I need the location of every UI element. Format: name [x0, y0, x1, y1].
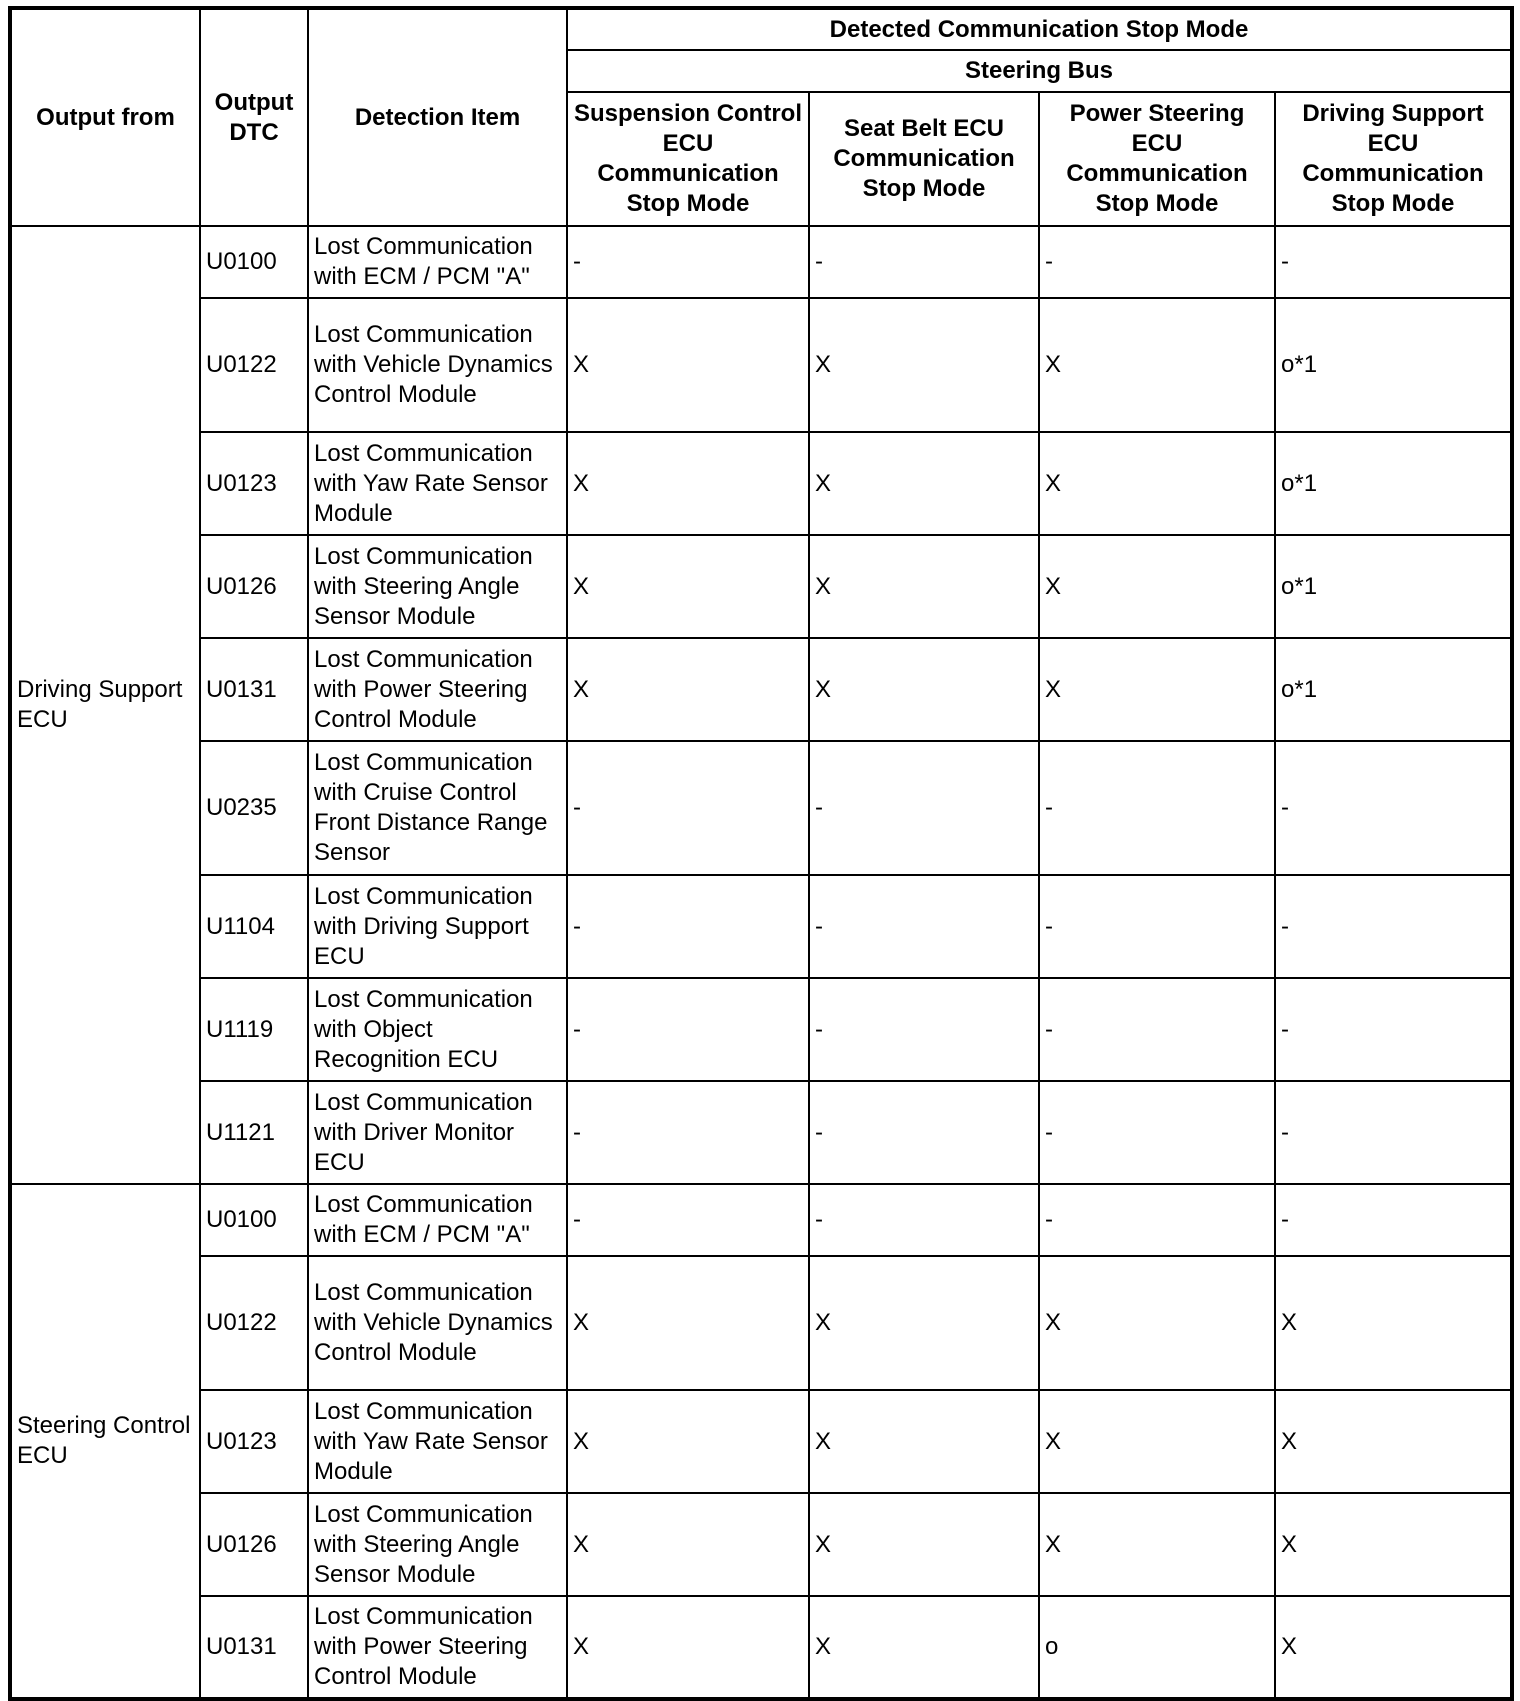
- dtc-code-cell: U1104: [200, 875, 308, 978]
- mode-seat-belt-cell: -: [809, 741, 1039, 875]
- mode-power-steering-cell: X: [1039, 1256, 1275, 1390]
- dtc-code-cell: U0100: [200, 226, 308, 298]
- header-mode-driving-support: Driving Support ECU Communication Stop Mode: [1275, 92, 1512, 226]
- header-steering-bus: Steering Bus: [567, 50, 1512, 92]
- table-header: [10, 8, 1512, 226]
- mode-driving-support-cell: X: [1275, 1390, 1512, 1493]
- dtc-code-cell: U0235: [200, 741, 308, 875]
- mode-power-steering-cell: -: [1039, 875, 1275, 978]
- detection-item-cell: Lost Communication with Power Steering Control Module: [308, 638, 567, 741]
- mode-suspension-cell: X: [567, 298, 809, 432]
- header-mode-power-steering: Power Steering ECU Communication Stop Mode: [1039, 92, 1275, 226]
- mode-suspension-cell: X: [567, 1390, 809, 1493]
- table-row: [10, 978, 1512, 1081]
- detection-item-cell: Lost Communication with Driving Support ECU: [308, 875, 567, 978]
- dtc-code-cell: U0122: [200, 1256, 308, 1390]
- mode-seat-belt-cell: X: [809, 1256, 1039, 1390]
- dtc-code-cell: U1121: [200, 1081, 308, 1184]
- mode-suspension-cell: -: [567, 741, 809, 875]
- table-row: [10, 535, 1512, 638]
- mode-power-steering-cell: -: [1039, 226, 1275, 298]
- header-mode-seat-belt: Seat Belt ECU Communication Stop Mode: [809, 92, 1039, 226]
- dtc-code-cell: U0122: [200, 298, 308, 432]
- mode-seat-belt-cell: X: [809, 298, 1039, 432]
- mode-driving-support-cell: X: [1275, 1256, 1512, 1390]
- detection-item-cell: Lost Communication with Steering Angle Sensor Module: [308, 535, 567, 638]
- dtc-code-cell: U0131: [200, 638, 308, 741]
- mode-driving-support-cell: -: [1275, 1081, 1512, 1184]
- table-row: [10, 226, 1512, 298]
- table-row: [10, 875, 1512, 978]
- output-from-cell: Driving Support ECU: [10, 226, 200, 1184]
- dtc-code-cell: U0126: [200, 535, 308, 638]
- dtc-code-cell: U0100: [200, 1184, 308, 1256]
- mode-suspension-cell: X: [567, 432, 809, 535]
- mode-seat-belt-cell: -: [809, 226, 1039, 298]
- mode-seat-belt-cell: X: [809, 535, 1039, 638]
- table-body: [10, 226, 1512, 1699]
- mode-power-steering-cell: X: [1039, 1493, 1275, 1596]
- mode-suspension-cell: X: [567, 535, 809, 638]
- detection-item-cell: Lost Communication with Object Recognition ECU: [308, 978, 567, 1081]
- dtc-code-cell: U1119: [200, 978, 308, 1081]
- mode-suspension-cell: X: [567, 1256, 809, 1390]
- mode-seat-belt-cell: -: [809, 978, 1039, 1081]
- header-detection-item: Detection Item: [308, 8, 567, 226]
- detection-item-cell: Lost Communication with Cruise Control Front Distance Range Sensor: [308, 741, 567, 875]
- mode-seat-belt-cell: X: [809, 1596, 1039, 1699]
- mode-driving-support-cell: -: [1275, 875, 1512, 978]
- mode-suspension-cell: -: [567, 1081, 809, 1184]
- dtc-code-cell: U0126: [200, 1493, 308, 1596]
- mode-suspension-cell: -: [567, 875, 809, 978]
- mode-power-steering-cell: X: [1039, 1390, 1275, 1493]
- output-from-cell: Steering Control ECU: [10, 1184, 200, 1699]
- dtc-code-cell: U0123: [200, 1390, 308, 1493]
- mode-power-steering-cell: o: [1039, 1596, 1275, 1699]
- mode-driving-support-cell: X: [1275, 1493, 1512, 1596]
- table-row: [10, 432, 1512, 535]
- detection-item-cell: Lost Communication with Vehicle Dynamics Control Module: [308, 298, 567, 432]
- mode-driving-support-cell: X: [1275, 1596, 1512, 1699]
- mode-driving-support-cell: -: [1275, 978, 1512, 1081]
- table-row: [10, 1596, 1512, 1699]
- mode-power-steering-cell: X: [1039, 535, 1275, 638]
- table-row: [10, 1493, 1512, 1596]
- mode-seat-belt-cell: X: [809, 1390, 1039, 1493]
- table-row: [10, 1184, 1512, 1256]
- mode-suspension-cell: -: [567, 226, 809, 298]
- mode-suspension-cell: -: [567, 1184, 809, 1256]
- table-row: [10, 1390, 1512, 1493]
- mode-driving-support-cell: o*1: [1275, 298, 1512, 432]
- mode-power-steering-cell: -: [1039, 1184, 1275, 1256]
- header-output-dtc: Output DTC: [200, 8, 308, 226]
- mode-driving-support-cell: -: [1275, 1184, 1512, 1256]
- mode-driving-support-cell: o*1: [1275, 638, 1512, 741]
- mode-seat-belt-cell: X: [809, 1493, 1039, 1596]
- detection-item-cell: Lost Communication with Driver Monitor ECU: [308, 1081, 567, 1184]
- mode-driving-support-cell: -: [1275, 226, 1512, 298]
- detection-item-cell: Lost Communication with ECM / PCM "A": [308, 226, 567, 298]
- mode-suspension-cell: X: [567, 1596, 809, 1699]
- mode-power-steering-cell: -: [1039, 741, 1275, 875]
- mode-driving-support-cell: o*1: [1275, 535, 1512, 638]
- header-detected-stop-mode: Detected Communication Stop Mode: [567, 8, 1512, 50]
- detection-item-cell: Lost Communication with Vehicle Dynamics Control Module: [308, 1256, 567, 1390]
- mode-power-steering-cell: -: [1039, 1081, 1275, 1184]
- mode-suspension-cell: X: [567, 1493, 809, 1596]
- mode-driving-support-cell: o*1: [1275, 432, 1512, 535]
- mode-seat-belt-cell: -: [809, 1081, 1039, 1184]
- mode-seat-belt-cell: X: [809, 638, 1039, 741]
- dtc-code-cell: U0123: [200, 432, 308, 535]
- table-row: [10, 638, 1512, 741]
- detection-item-cell: Lost Communication with Yaw Rate Sensor Module: [308, 1390, 567, 1493]
- table-row: [10, 1256, 1512, 1390]
- table-row: [10, 741, 1512, 875]
- mode-seat-belt-cell: -: [809, 1184, 1039, 1256]
- detection-item-cell: Lost Communication with Steering Angle Sensor Module: [308, 1493, 567, 1596]
- detection-item-cell: Lost Communication with Yaw Rate Sensor Module: [308, 432, 567, 535]
- detection-item-cell: Lost Communication with ECM / PCM "A": [308, 1184, 567, 1256]
- mode-seat-belt-cell: X: [809, 432, 1039, 535]
- mode-suspension-cell: -: [567, 978, 809, 1081]
- mode-power-steering-cell: X: [1039, 432, 1275, 535]
- dtc-table: [8, 6, 1514, 1701]
- mode-driving-support-cell: -: [1275, 741, 1512, 875]
- mode-power-steering-cell: X: [1039, 638, 1275, 741]
- detection-item-cell: Lost Communication with Power Steering Control Module: [308, 1596, 567, 1699]
- header-mode-suspension: Suspension Control ECU Communication Stop Mode: [567, 92, 809, 226]
- mode-power-steering-cell: X: [1039, 298, 1275, 432]
- table-row: [10, 298, 1512, 432]
- header-output-from: Output from: [10, 8, 200, 226]
- mode-power-steering-cell: -: [1039, 978, 1275, 1081]
- mode-suspension-cell: X: [567, 638, 809, 741]
- mode-seat-belt-cell: -: [809, 875, 1039, 978]
- table-row: [10, 1081, 1512, 1184]
- dtc-code-cell: U0131: [200, 1596, 308, 1699]
